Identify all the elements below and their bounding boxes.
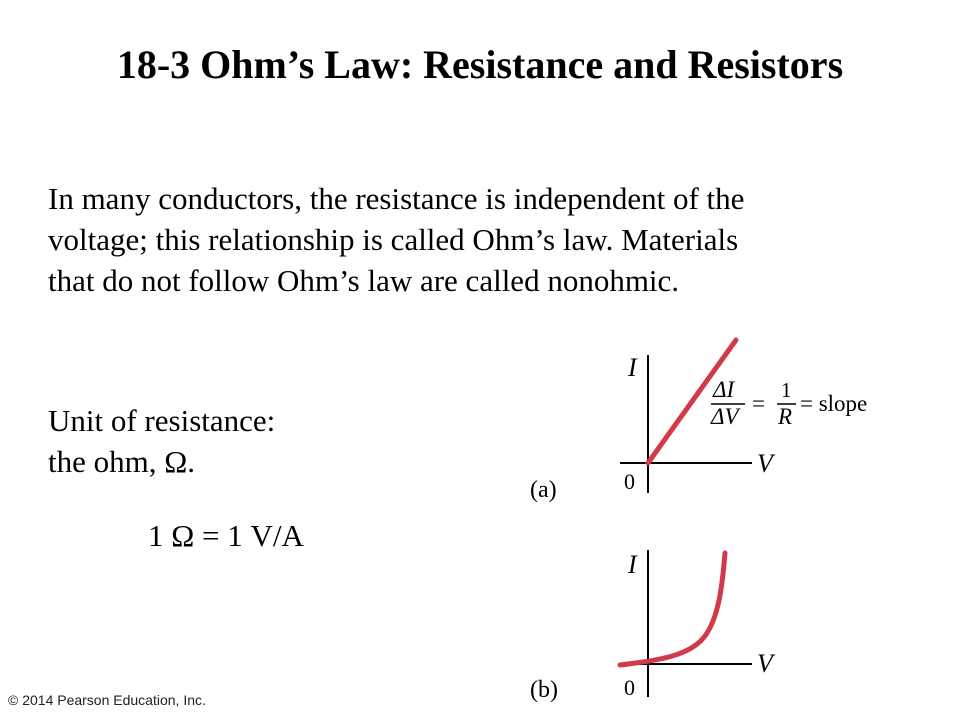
graph-a-x-label: V <box>757 449 773 478</box>
graph-b <box>530 550 776 703</box>
formula-r: R <box>778 404 793 429</box>
paragraph-line: voltage; this relationship is called Ohm’s law. Materials <box>48 222 739 257</box>
graph-a-origin-label: 0 <box>624 469 635 494</box>
graph-a-panel-label: (a) <box>530 477 557 503</box>
unit-line: Unit of resistance: <box>48 403 276 438</box>
paragraph-line: In many conductors, the resistance is independent of the <box>48 181 745 216</box>
formula-equals: = <box>752 391 765 416</box>
slide-title: 18-3 Ohm’s Law: Resistance and Resistors <box>116 42 844 87</box>
formula-delta-v: ΔV <box>711 404 739 429</box>
unit-line: the ohm, Ω. <box>48 444 196 479</box>
graph-a-y-label: I <box>628 353 637 382</box>
formula-delta-i: ΔI <box>713 377 735 402</box>
paragraph-line: that do not follow Ohm’s law are called nonohmic. <box>48 263 680 298</box>
formula-slope: = slope <box>800 391 868 416</box>
formula-one: 1 <box>781 378 792 402</box>
graph-a <box>530 340 867 503</box>
graph-b-origin-label: 0 <box>624 675 635 700</box>
graph-b-panel-label: (b) <box>530 677 558 703</box>
ohm-equation: 1 Ω = 1 V/A <box>148 518 304 553</box>
graph-b-y-label: I <box>628 550 637 579</box>
graph-b-x-label: V <box>757 649 773 678</box>
copyright-notice: © 2014 Pearson Education, Inc. <box>8 692 206 708</box>
